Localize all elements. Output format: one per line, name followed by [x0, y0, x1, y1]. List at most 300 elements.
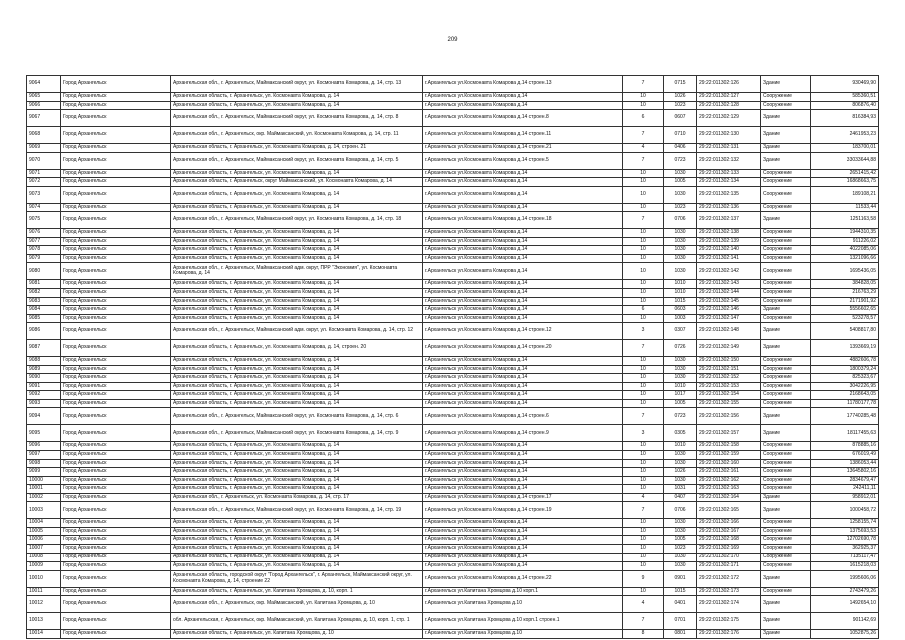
row-number-cell: 10013	[27, 613, 61, 630]
row-number-cell: 9095	[27, 425, 61, 442]
object-type-cell: Сооружение	[761, 476, 811, 485]
group-code-cell: 10	[623, 237, 664, 246]
cadastral-number-cell: 29:22:011302:176	[697, 630, 761, 639]
cadastral-value-cell: 1000458,72	[811, 502, 879, 519]
type-code-cell: 0406	[664, 144, 697, 153]
cadastral-value-cell: 33033644,88	[811, 152, 879, 169]
table-row	[27, 493, 879, 502]
type-code-cell: 1005	[664, 178, 697, 187]
type-code-cell: 1017	[664, 391, 697, 400]
municipality-cell: Город Архангельск	[61, 144, 171, 153]
cadastral-number-cell: 29:22:011302:154	[697, 391, 761, 400]
cadastral-value-cell: 18117455,63	[811, 425, 879, 442]
short-address-cell: г.Архангельск ул.Космонавта Комарова д.14	[423, 289, 623, 298]
short-address-cell: г.Архангельск ул.Космонавта Комарова д.14	[423, 280, 623, 289]
type-code-cell: 0710	[664, 127, 697, 144]
cadastral-value-cell: 11533,44	[811, 203, 879, 212]
object-type-cell: Сооружение	[761, 229, 811, 238]
cadastral-number-cell: 29:22:011302:135	[697, 186, 761, 203]
row-number-cell: 10009	[27, 562, 61, 571]
type-code-cell: 1030	[664, 476, 697, 485]
cadastral-number-cell: 29:22:011302:136	[697, 203, 761, 212]
cadastral-number-cell: 29:22:011302:128	[697, 101, 761, 110]
object-type-cell: Сооружение	[761, 357, 811, 366]
object-type-cell: Здание	[761, 570, 811, 587]
group-code-cell: 7	[623, 340, 664, 357]
table-row	[27, 570, 879, 587]
table-row	[27, 212, 879, 229]
cadastral-value-cell: 1258155,74	[811, 519, 879, 528]
type-code-cell: 1030	[664, 254, 697, 263]
object-type-cell: Сооружение	[761, 485, 811, 494]
table-row	[27, 374, 879, 383]
municipality-cell: Город Архангельск	[61, 297, 171, 306]
cadastral-number-cell: 29:22:011302:156	[697, 408, 761, 425]
group-code-cell: 8	[623, 630, 664, 639]
municipality-cell: Город Архангельск	[61, 536, 171, 545]
cadastral-number-cell: 29:22:011302:141	[697, 254, 761, 263]
short-address-cell: г.Архангельск ул.Космонавта Комарова д.14	[423, 254, 623, 263]
address-cell: Архангельская обл., г. Архангельск, ул. Космонавта Комарова, д. 14, стр. 17	[171, 493, 423, 502]
cadastral-value-cell: 523278,57	[811, 314, 879, 323]
row-number-cell: 9066	[27, 101, 61, 110]
type-code-cell: 0726	[664, 340, 697, 357]
address-cell: Архангельская область, г. Архангельск, ул. Космонавта Комарова, д. 14	[171, 391, 423, 400]
group-code-cell: 7	[623, 613, 664, 630]
group-code-cell: 10	[623, 536, 664, 545]
short-address-cell: г.Архангельск ул.Капитана Хромцова д.10	[423, 630, 623, 639]
short-address-cell: г.Архангельск ул.Космонавта Комарова д.14 строен.13	[423, 76, 623, 93]
cadastral-number-cell: 29:22:011302:129	[697, 110, 761, 127]
municipality-cell: Город Архангельск	[61, 169, 171, 178]
short-address-cell: г.Архангельск ул.Космонавта Комарова д.14	[423, 536, 623, 545]
municipality-cell: Город Архангельск	[61, 382, 171, 391]
group-code-cell: 10	[623, 246, 664, 255]
cadastral-value-cell: 2171901,92	[811, 297, 879, 306]
municipality-cell: Город Архангельск	[61, 527, 171, 536]
short-address-cell: г.Архангельск ул.Космонавта Комарова д.14 строен.9	[423, 425, 623, 442]
cadastral-value-cell: 17740285,48	[811, 408, 879, 425]
type-code-cell: 1030	[664, 169, 697, 178]
cadastral-number-cell: 29:22:011302:146	[697, 306, 761, 315]
address-cell: Архангельская обл., г. Архангельск, Маймаксанский округ, ул. Космонавта Комарова, д. 14, стр. 13	[171, 76, 423, 93]
short-address-cell: г.Архангельск ул.Космонавта Комарова д.14	[423, 93, 623, 102]
group-code-cell: 10	[623, 442, 664, 451]
row-number-cell: 10007	[27, 544, 61, 553]
object-type-cell: Сооружение	[761, 553, 811, 562]
municipality-cell: Город Архангельск	[61, 613, 171, 630]
short-address-cell: г.Архангельск ул.Космонавта Комарова д.14	[423, 468, 623, 477]
object-type-cell: Здание	[761, 408, 811, 425]
object-type-cell: Сооружение	[761, 263, 811, 280]
cadastral-value-cell: 585360,51	[811, 93, 879, 102]
municipality-cell: Город Архангельск	[61, 374, 171, 383]
row-number-cell: 10005	[27, 527, 61, 536]
type-code-cell: 0715	[664, 76, 697, 93]
cadastral-value-cell: 930469,90	[811, 76, 879, 93]
type-code-cell: 1030	[664, 246, 697, 255]
address-cell: Архангельская область, г. Архангельск, округ Маймаксанский, ул. Космонавта Комарова, д. 14	[171, 178, 423, 187]
address-cell: Архангельская область, г. Архангельск, ул. Космонавта Комарова, д. 14	[171, 186, 423, 203]
group-code-cell: 4	[623, 144, 664, 153]
cadastral-registry-table	[26, 75, 879, 639]
address-cell: Архангельская область, г. Архангельск, ул. Космонавта Комарова, д. 14	[171, 459, 423, 468]
group-code-cell: 10	[623, 459, 664, 468]
type-code-cell: 0607	[664, 110, 697, 127]
group-code-cell: 10	[623, 527, 664, 536]
group-code-cell: 10	[623, 101, 664, 110]
row-number-cell: 9077	[27, 237, 61, 246]
page-number: 209	[447, 37, 458, 43]
short-address-cell: г.Архангельск ул.Космонавта Комарова д.14	[423, 203, 623, 212]
table-row	[27, 127, 879, 144]
table-row	[27, 527, 879, 536]
short-address-cell: г.Архангельск ул.Космонавта Комарова д.14	[423, 391, 623, 400]
cadastral-number-cell: 29:22:011302:137	[697, 212, 761, 229]
object-type-cell: Здание	[761, 425, 811, 442]
type-code-cell: 1003	[664, 314, 697, 323]
type-code-cell: 0901	[664, 570, 697, 587]
group-code-cell: 7	[623, 152, 664, 169]
cadastral-number-cell: 29:22:011302:148	[697, 323, 761, 340]
cadastral-number-cell: 29:22:011302:134	[697, 178, 761, 187]
municipality-cell: Город Архангельск	[61, 340, 171, 357]
group-code-cell: 10	[623, 254, 664, 263]
cadastral-number-cell: 29:22:011302:174	[697, 596, 761, 613]
municipality-cell: Город Архангельск	[61, 127, 171, 144]
short-address-cell: г.Архангельск ул.Космонавта Комарова д.14	[423, 297, 623, 306]
row-number-cell: 9085	[27, 314, 61, 323]
cadastral-value-cell: 816384,93	[811, 110, 879, 127]
object-type-cell: Сооружение	[761, 544, 811, 553]
address-cell: Архангельская обл., г. Архангельск, Маймаксанский округ, ул. Космонавта Комарова, д. 14, стр. 9	[171, 425, 423, 442]
address-cell: Архангельская область, г. Архангельск, ул. Космонавта Комарова, д. 14	[171, 237, 423, 246]
table-row	[27, 297, 879, 306]
type-code-cell: 0603	[664, 306, 697, 315]
cadastral-value-cell: 5408817,80	[811, 323, 879, 340]
row-number-cell: 9071	[27, 169, 61, 178]
cadastral-number-cell: 29:22:011302:145	[697, 297, 761, 306]
address-cell: Архангельская обл., г. Архангельск, Маймаксанский округ, ул. Космонавта Комарова, д. 14, стр. 8	[171, 110, 423, 127]
group-code-cell: 10	[623, 297, 664, 306]
table-row	[27, 502, 879, 519]
short-address-cell: г.Архангельск ул.Космонавта Комарова д.14	[423, 186, 623, 203]
row-number-cell: 10012	[27, 596, 61, 613]
cadastral-value-cell: 16868663,75	[811, 178, 879, 187]
type-code-cell: 1030	[664, 451, 697, 460]
address-cell: Архангельская область, г. Архангельск, ул. Космонавта Комарова, д. 14	[171, 442, 423, 451]
row-number-cell: 9093	[27, 399, 61, 408]
group-code-cell: 10	[623, 93, 664, 102]
cadastral-number-cell: 29:22:011302:168	[697, 536, 761, 545]
row-number-cell: 9075	[27, 212, 61, 229]
group-code-cell: 10	[623, 399, 664, 408]
row-number-cell: 9092	[27, 391, 61, 400]
address-cell: Архангельская обл., г. Архангельск, Маймаксанский округ, ул. Космонавта Комарова, д. 14, стр. 6	[171, 408, 423, 425]
table-row	[27, 314, 879, 323]
address-cell: Архангельская область, г. Архангельск, ул. Космонавта Комарова, д. 14, строен. 21	[171, 144, 423, 153]
municipality-cell: Город Архангельск	[61, 237, 171, 246]
municipality-cell: Город Архангельск	[61, 562, 171, 571]
table-row	[27, 613, 879, 630]
cadastral-value-cell: 806876,40	[811, 101, 879, 110]
cadastral-value-cell: 1052875,26	[811, 630, 879, 639]
cadastral-value-cell: 911226,02	[811, 237, 879, 246]
address-cell: Архангельская область, г. Архангельск, ул. Космонавта Комарова, д. 14	[171, 297, 423, 306]
short-address-cell: г.Архангельск ул.Капитана Хромцова д.10 корп.1	[423, 587, 623, 596]
address-cell: Архангельская область, г. Архангельск, ул. Космонавта Комарова, д. 14	[171, 527, 423, 536]
group-code-cell: 10	[623, 553, 664, 562]
short-address-cell: г.Архангельск ул.Космонавта Комарова д.14	[423, 553, 623, 562]
municipality-cell: Город Архангельск	[61, 596, 171, 613]
group-code-cell: 7	[623, 76, 664, 93]
cadastral-value-cell: 825323,67	[811, 374, 879, 383]
group-code-cell: 10	[623, 186, 664, 203]
object-type-cell: Здание	[761, 212, 811, 229]
object-type-cell: Сооружение	[761, 519, 811, 528]
short-address-cell: г.Архангельск ул.Космонавта Комарова д.14	[423, 101, 623, 110]
municipality-cell: Город Архангельск	[61, 399, 171, 408]
type-code-cell: 1026	[664, 468, 697, 477]
cadastral-number-cell: 29:22:011302:167	[697, 527, 761, 536]
row-number-cell: 9074	[27, 203, 61, 212]
table-row	[27, 391, 879, 400]
cadastral-value-cell: 1615218,03	[811, 562, 879, 571]
address-cell: Архангельская область, г. Архангельск, ул. Космонавта Комарова, д. 14	[171, 562, 423, 571]
cadastral-number-cell: 29:22:011302:143	[697, 280, 761, 289]
group-code-cell: 10	[623, 203, 664, 212]
group-code-cell: 9	[623, 570, 664, 587]
row-number-cell: 9082	[27, 289, 61, 298]
table-row	[27, 442, 879, 451]
table-row	[27, 459, 879, 468]
address-cell: Архангельская область, городской округ "Город Архангельск", г. Архангельск, Маймаксанский округ, ул. Космонавта Комарова, д. 14, строение 22	[171, 570, 423, 587]
address-cell: Архангельская область, г. Архангельск, ул. Космонавта Комарова, д. 14	[171, 468, 423, 477]
cadastral-value-cell: 901142,69	[811, 613, 879, 630]
short-address-cell: г.Архангельск ул.Космонавта Комарова д.14	[423, 169, 623, 178]
short-address-cell: г.Архангельск ул.Космонавта Комарова д.14	[423, 374, 623, 383]
cadastral-value-cell: 4022085,06	[811, 246, 879, 255]
row-number-cell: 9089	[27, 365, 61, 374]
object-type-cell: Сооружение	[761, 254, 811, 263]
cadastral-number-cell: 29:22:011302:160	[697, 459, 761, 468]
group-code-cell: 10	[623, 178, 664, 187]
table-row	[27, 408, 879, 425]
cadastral-number-cell: 29:22:011302:166	[697, 519, 761, 528]
address-cell: Архангельская обл., г. Архангельск, Маймаксанский адм. округ, ул. Космонавта Комарова, д. 14, стр. 12	[171, 323, 423, 340]
type-code-cell: 0407	[664, 493, 697, 502]
municipality-cell: Город Архангельск	[61, 93, 171, 102]
object-type-cell: Здание	[761, 630, 811, 639]
row-number-cell: 9073	[27, 186, 61, 203]
table-row	[27, 144, 879, 153]
address-cell: Архангельская область, г. Архангельск, ул. Космонавта Комарова, д. 14	[171, 229, 423, 238]
table-row	[27, 536, 879, 545]
group-code-cell: 10	[623, 229, 664, 238]
cadastral-number-cell: 29:22:011302:164	[697, 493, 761, 502]
group-code-cell: 10	[623, 391, 664, 400]
object-type-cell: Сооружение	[761, 365, 811, 374]
table-row	[27, 382, 879, 391]
object-type-cell: Сооружение	[761, 442, 811, 451]
cadastral-number-cell: 29:22:011302:131	[697, 144, 761, 153]
object-type-cell: Здание	[761, 323, 811, 340]
row-number-cell: 9094	[27, 408, 61, 425]
municipality-cell: Город Архангельск	[61, 459, 171, 468]
object-type-cell: Здание	[761, 340, 811, 357]
table-row	[27, 178, 879, 187]
row-number-cell: 10008	[27, 553, 61, 562]
address-cell: Архангельская область, г. Архангельск, ул. Космонавта Комарова, д. 14	[171, 93, 423, 102]
cadastral-number-cell: 29:22:011302:159	[697, 451, 761, 460]
municipality-cell: Город Архангельск	[61, 391, 171, 400]
table-row	[27, 596, 879, 613]
cadastral-value-cell: 1695436,05	[811, 263, 879, 280]
short-address-cell: г.Архангельск ул.Космонавта Комарова д.14 строен.21	[423, 144, 623, 153]
cadastral-number-cell: 29:22:011302:138	[697, 229, 761, 238]
cadastral-number-cell: 29:22:011302:140	[697, 246, 761, 255]
cadastral-value-cell: 1393669,19	[811, 340, 879, 357]
cadastral-number-cell: 29:22:011302:172	[697, 570, 761, 587]
municipality-cell: Город Архангельск	[61, 587, 171, 596]
row-number-cell: 10002	[27, 493, 61, 502]
municipality-cell: Город Архангельск	[61, 323, 171, 340]
short-address-cell: г.Архангельск ул.Космонавта Комарова д.14	[423, 314, 623, 323]
object-type-cell: Сооружение	[761, 527, 811, 536]
short-address-cell: г.Архангельск ул.Космонавта Комарова д.14	[423, 365, 623, 374]
row-number-cell: 9096	[27, 442, 61, 451]
short-address-cell: г.Архангельск ул.Космонавта Комарова д.14 строен.12	[423, 323, 623, 340]
type-code-cell: 0706	[664, 502, 697, 519]
municipality-cell: Город Архангельск	[61, 212, 171, 229]
address-cell: Архангельская область, г. Архангельск, ул. Космонавта Комарова, д. 14	[171, 289, 423, 298]
short-address-cell: г.Архангельск ул.Космонавта Комарова д.14 строен.19	[423, 502, 623, 519]
object-type-cell: Сооружение	[761, 468, 811, 477]
cadastral-value-cell: 4882606,78	[811, 357, 879, 366]
type-code-cell: 0305	[664, 425, 697, 442]
address-cell: обл. Архангельская, г. Архангельск, окр. Маймаксанский, ул. Капитана Хромцова, д. 10, корп. 1, стр. 1	[171, 613, 423, 630]
municipality-cell: Город Архангельск	[61, 263, 171, 280]
table-row	[27, 544, 879, 553]
cadastral-number-cell: 29:22:011302:150	[697, 357, 761, 366]
table-row	[27, 365, 879, 374]
type-code-cell: 0401	[664, 596, 697, 613]
short-address-cell: г.Архангельск ул.Капитана Хромцова д.10	[423, 596, 623, 613]
short-address-cell: г.Архангельск ул.Космонавта Комарова д.14	[423, 263, 623, 280]
cadastral-value-cell: 11780177,78	[811, 399, 879, 408]
short-address-cell: г.Архангельск ул.Космонавта Комарова д.14 строен.22	[423, 570, 623, 587]
row-number-cell: 9068	[27, 127, 61, 144]
object-type-cell: Сооружение	[761, 391, 811, 400]
row-number-cell: 10003	[27, 502, 61, 519]
object-type-cell: Сооружение	[761, 237, 811, 246]
cadastral-number-cell: 29:22:011302:171	[697, 562, 761, 571]
address-cell: Архангельская обл., г. Архангельск, окр. Маймаксанский, ул. Капитана Хромцова, д. 10	[171, 596, 423, 613]
municipality-cell: Город Архангельск	[61, 229, 171, 238]
row-number-cell: 9083	[27, 297, 61, 306]
cadastral-number-cell: 29:22:011302:155	[697, 399, 761, 408]
table-row	[27, 101, 879, 110]
object-type-cell: Сооружение	[761, 93, 811, 102]
cadastral-number-cell: 29:22:011302:139	[697, 237, 761, 246]
short-address-cell: г.Архангельск ул.Космонавта Комарова д.14	[423, 562, 623, 571]
municipality-cell: Город Архангельск	[61, 425, 171, 442]
cadastral-value-cell: 1995606,06	[811, 570, 879, 587]
type-code-cell: 1005	[664, 536, 697, 545]
cadastral-number-cell: 29:22:011302:130	[697, 127, 761, 144]
table-row	[27, 237, 879, 246]
cadastral-value-cell: 1800379,24	[811, 365, 879, 374]
type-code-cell: 1030	[664, 186, 697, 203]
object-type-cell: Здание	[761, 152, 811, 169]
cadastral-number-cell: 29:22:011302:144	[697, 289, 761, 298]
object-type-cell: Сооружение	[761, 101, 811, 110]
short-address-cell: г.Архангельск ул.Космонавта Комарова д.14	[423, 246, 623, 255]
table-row	[27, 399, 879, 408]
address-cell: Архангельская область, г. Архангельск, ул. Космонавта Комарова, д. 14	[171, 399, 423, 408]
group-code-cell: 3	[623, 323, 664, 340]
short-address-cell: г.Архангельск ул.Космонавта Комарова д.14	[423, 451, 623, 460]
address-cell: Архангельская область, г. Архангельск, ул. Космонавта Комарова, д. 14	[171, 306, 423, 315]
table-row	[27, 476, 879, 485]
object-type-cell: Сооружение	[761, 536, 811, 545]
group-code-cell: 10	[623, 468, 664, 477]
row-number-cell: 9091	[27, 382, 61, 391]
short-address-cell: г.Архангельск ул.Космонавта Комарова д.14 строен.6	[423, 408, 623, 425]
type-code-cell: 1026	[664, 93, 697, 102]
cadastral-value-cell: 1251163,58	[811, 212, 879, 229]
municipality-cell: Город Архангельск	[61, 306, 171, 315]
address-cell: Архангельская область, г. Архангельск, ул. Космонавта Комарова, д. 14	[171, 519, 423, 528]
address-cell: Архангельская обл., г. Архангельск, Маймаксанский округ, ул. Космонавта Комарова, д. 14, стр. 5	[171, 152, 423, 169]
group-code-cell: 10	[623, 314, 664, 323]
table-row	[27, 246, 879, 255]
group-code-cell: 10	[623, 562, 664, 571]
table-row	[27, 93, 879, 102]
cadastral-number-cell: 29:22:011302:173	[697, 587, 761, 596]
municipality-cell: Город Архангельск	[61, 570, 171, 587]
cadastral-value-cell: 1375693,53	[811, 527, 879, 536]
address-cell: Архангельская область, г. Архангельск, ул. Космонавта Комарова, д. 14, строен. 20	[171, 340, 423, 357]
row-number-cell: 9088	[27, 357, 61, 366]
type-code-cell: 1015	[664, 587, 697, 596]
group-code-cell: 10	[623, 519, 664, 528]
type-code-cell: 1030	[664, 237, 697, 246]
municipality-cell: Город Архангельск	[61, 408, 171, 425]
type-code-cell: 1023	[664, 203, 697, 212]
object-type-cell: Здание	[761, 127, 811, 144]
object-type-cell: Сооружение	[761, 178, 811, 187]
group-code-cell: 4	[623, 493, 664, 502]
object-type-cell: Здание	[761, 110, 811, 127]
short-address-cell: г.Архангельск ул.Космонавта Комарова д.14 строен.8	[423, 110, 623, 127]
cadastral-value-cell: 1386053,44	[811, 459, 879, 468]
address-cell: Архангельская область, г. Архангельск, ул. Космонавта Комарова, д. 14	[171, 544, 423, 553]
cadastral-value-cell: 2168643,05	[811, 391, 879, 400]
type-code-cell: 1030	[664, 519, 697, 528]
row-number-cell: 10011	[27, 587, 61, 596]
object-type-cell: Сооружение	[761, 374, 811, 383]
group-code-cell: 10	[623, 365, 664, 374]
object-type-cell: Сооружение	[761, 562, 811, 571]
cadastral-number-cell: 29:22:011302:169	[697, 544, 761, 553]
municipality-cell: Город Архангельск	[61, 186, 171, 203]
address-cell: Архангельская область, г. Архангельск, ул. Космонавта Комарова, д. 14	[171, 451, 423, 460]
short-address-cell: г.Архангельск ул.Космонавта Комарова д.14	[423, 442, 623, 451]
cadastral-number-cell: 29:22:011302:161	[697, 468, 761, 477]
row-number-cell: 9078	[27, 246, 61, 255]
group-code-cell: 7	[623, 127, 664, 144]
